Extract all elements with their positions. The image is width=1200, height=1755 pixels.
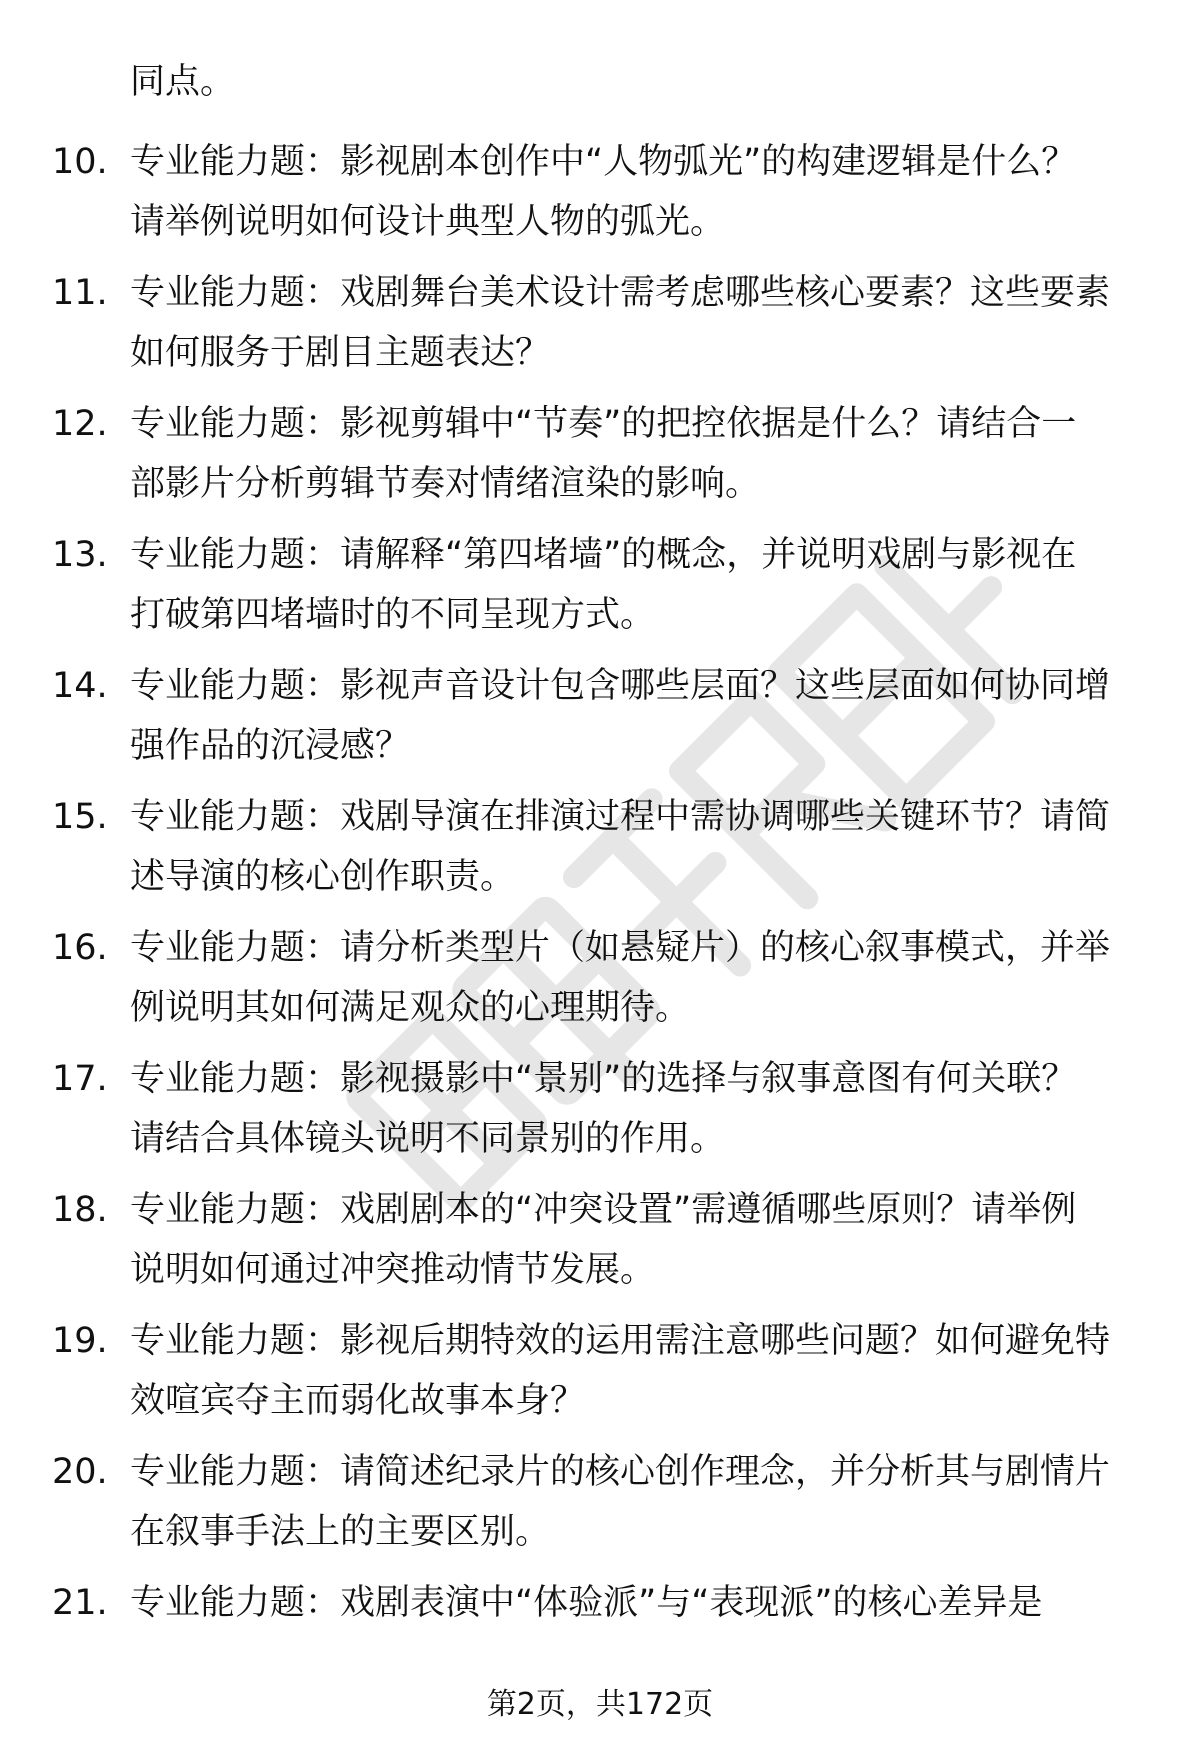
question-text-line: 打破第四堵墙时的不同呈现方式。 — [130, 595, 656, 635]
question-text-line: 在叙事手法上的主要区别。 — [130, 1512, 551, 1552]
question-text-line: 专业能力题：请解释“第四堵墙”的概念，并说明戏剧与影视在 — [130, 535, 1077, 575]
question-text — [130, 1573, 1140, 1633]
question-text-line: 专业能力题：戏剧舞台美术设计需考虑哪些核心要素？这些要素 — [130, 273, 1111, 313]
question-item — [0, 918, 1200, 1049]
question-text — [130, 1442, 1140, 1562]
question-text-line: 专业能力题：影视剧本创作中“人物弧光”的构建逻辑是什么？ — [130, 142, 1077, 182]
question-item — [0, 1049, 1200, 1180]
question-text — [130, 525, 1140, 645]
question-text-line: 专业能力题：影视剪辑中“节奏”的把控依据是什么？请结合一 — [130, 404, 1077, 444]
question-text — [130, 132, 1140, 252]
question-number: 16. — [52, 928, 108, 968]
question-text — [130, 1180, 1140, 1300]
question-text-line: 专业能力题：戏剧导演在排演过程中需协调哪些关键环节？请简 — [130, 797, 1111, 837]
question-number: 18. — [52, 1190, 108, 1230]
question-text-line: 效喧宾夺主而弱化故事本身？ — [130, 1381, 586, 1421]
question-item — [0, 1180, 1200, 1311]
question-item — [0, 132, 1200, 263]
question-text-line: 专业能力题：影视摄影中“景别”的选择与叙事意图有何关联？ — [130, 1059, 1077, 1099]
question-text-line: 专业能力题：请简述纪录片的核心创作理念，并分析其与剧情片 — [130, 1452, 1111, 1492]
question-text-line: 例说明其如何满足观众的心理期待。 — [130, 988, 691, 1028]
question-text-line: 说明如何通过冲突推动情节发展。 — [130, 1250, 656, 1290]
question-number: 14. — [52, 666, 108, 706]
question-item — [0, 394, 1200, 525]
continuation-text: 同点。 — [130, 62, 236, 102]
question-item — [0, 1442, 1200, 1573]
question-text-line: 专业能力题：请分析类型片（如悬疑片）的核心叙事模式，并举 — [130, 928, 1111, 968]
question-text — [130, 918, 1140, 1038]
question-text-line: 如何服务于剧目主题表达？ — [130, 333, 551, 373]
question-item — [0, 656, 1200, 787]
question-number: 15. — [52, 797, 108, 837]
question-number: 21. — [52, 1583, 108, 1623]
question-text-line: 请结合具体镜头说明不同景别的作用。 — [130, 1119, 726, 1159]
question-list — [0, 132, 1200, 1704]
question-number: 12. — [52, 404, 108, 444]
question-text — [130, 394, 1140, 514]
question-number: 10. — [52, 142, 108, 182]
question-text-line: 部影片分析剪辑节奏对情绪渲染的影响。 — [130, 464, 761, 504]
question-number: 20. — [52, 1452, 108, 1492]
question-text-line: 述导演的核心创作职责。 — [130, 857, 516, 897]
question-item — [0, 1311, 1200, 1442]
question-text-line: 专业能力题：影视声音设计包含哪些层面？这些层面如何协同增 — [130, 666, 1111, 706]
question-number: 13. — [52, 535, 108, 575]
question-number: 11. — [52, 273, 108, 313]
question-text-line: 强作品的沉浸感？ — [130, 726, 411, 766]
question-text — [130, 1311, 1140, 1431]
question-text — [130, 787, 1140, 907]
question-text — [130, 1049, 1140, 1169]
page-footer: 第2页，共172页 — [486, 1687, 714, 1722]
question-text-line: 专业能力题：影视后期特效的运用需注意哪些问题？如何避免特 — [130, 1321, 1111, 1361]
question-item — [0, 263, 1200, 394]
question-number: 19. — [52, 1321, 108, 1361]
question-text — [130, 656, 1140, 776]
question-text-line: 请举例说明如何设计典型人物的弧光。 — [130, 202, 726, 242]
question-item — [0, 525, 1200, 656]
question-text-line: 专业能力题：戏剧表演中“体验派”与“表现派”的核心差异是 — [130, 1583, 1043, 1623]
question-item — [0, 787, 1200, 918]
question-text — [130, 263, 1140, 383]
question-text-line: 专业能力题：戏剧剧本的“冲突设置”需遵循哪些原则？请举例 — [130, 1190, 1077, 1230]
question-number: 17. — [52, 1059, 108, 1099]
